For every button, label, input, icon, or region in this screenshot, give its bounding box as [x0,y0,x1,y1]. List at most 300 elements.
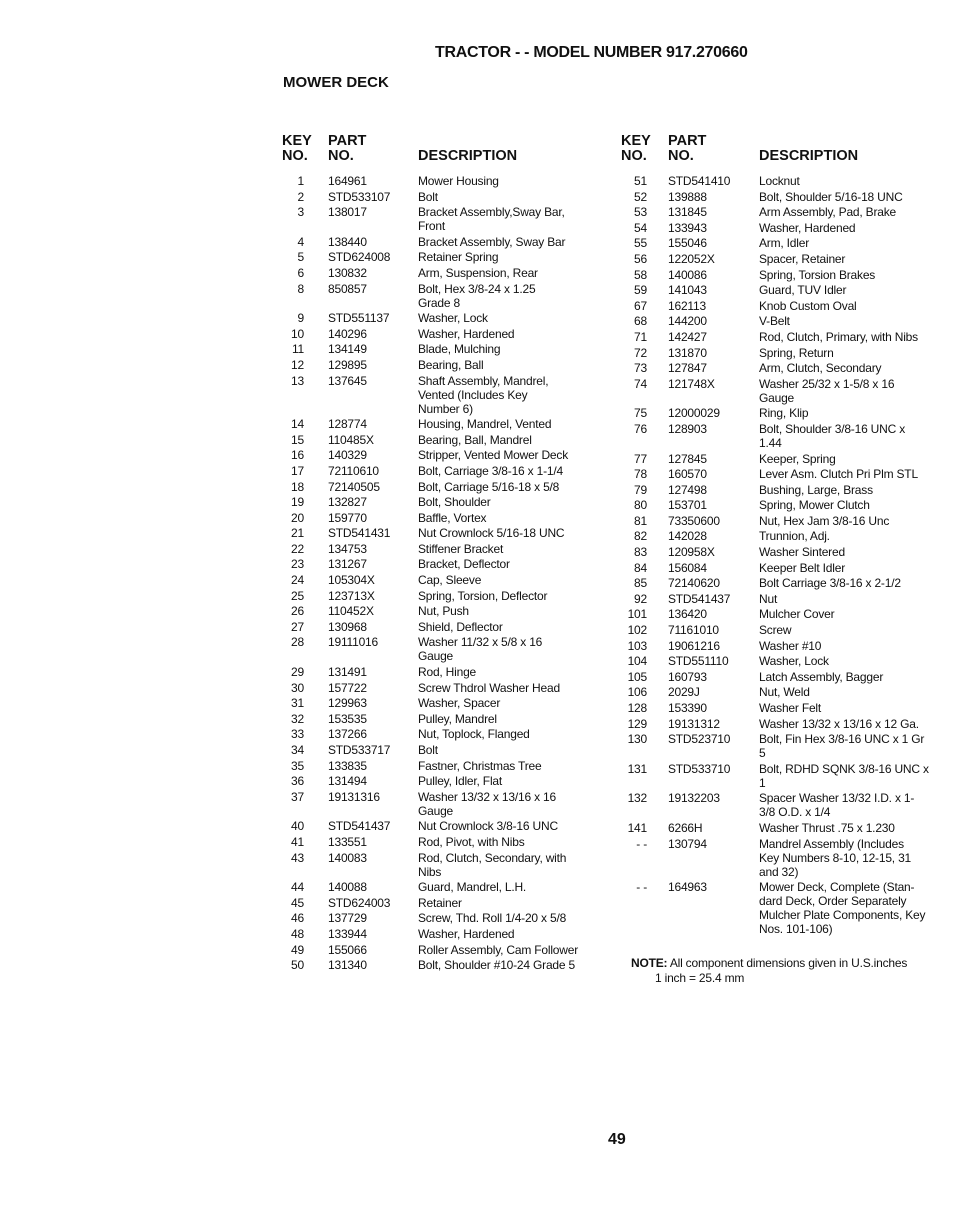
key-number: 128 [627,701,647,715]
part-number: 2029J [668,685,700,700]
part-number: 153390 [668,701,707,715]
part-row [621,576,951,590]
part-row [282,266,612,280]
key-number: 36 [291,774,304,789]
part-description: Bolt, Carriage 3/8-16 x 1-1/4 [418,463,563,478]
key-number: 13 [291,373,304,388]
part-row [282,542,612,556]
part-description: Blade, Mulching [418,342,501,357]
key-number: 31 [291,696,304,711]
part-description: Washer, Lock [759,654,829,669]
part-row [282,311,612,325]
part-number: 131491 [328,665,367,680]
part-row [282,358,612,372]
part-row [282,526,612,540]
part-row [282,958,612,972]
part-number: 123713X [328,588,375,603]
part-row [282,712,612,726]
key-number: 28 [291,635,304,650]
key-number: 22 [291,541,304,556]
part-number: STD541437 [668,591,731,606]
part-number: 850857 [328,281,367,296]
key-number: 132 [627,791,647,806]
part-number: 140329 [328,448,367,463]
part-row [282,250,612,264]
part-description: Washer Felt [759,701,822,715]
part-number: 155046 [668,236,707,251]
part-row [282,327,612,341]
key-number: 26 [291,604,304,619]
part-number: 155066 [328,942,367,957]
key-number: 106 [627,685,647,700]
key-number: 101 [627,607,647,622]
key-number: 33 [291,727,304,742]
part-number: STD551110 [668,654,729,669]
key-number: 25 [291,588,304,603]
key-number: 46 [291,911,304,926]
part-row [282,620,612,634]
key-number: 14 [291,417,304,432]
part-description: Bracket Assembly,Sway Bar, Front [418,205,565,234]
part-number: 142028 [668,529,707,544]
part-description: Guard, TUV Idler [759,283,847,298]
key-number: 129 [627,716,647,731]
key-number: 51 [634,174,647,188]
part-number: 138440 [328,234,367,249]
key-number: 82 [634,529,647,544]
part-row [282,743,612,757]
part-number: 12000029 [668,406,720,421]
part-description: Bracket, Deflector [418,557,510,572]
part-row [621,190,951,204]
part-number: 140296 [328,326,367,341]
parts-list-left [282,174,612,972]
part-row [621,498,951,512]
part-description: Arm, Idler [759,236,810,251]
part-description: Washer #10 [759,638,822,653]
part-number: 133835 [328,758,367,773]
key-number: 78 [634,467,647,482]
part-row [282,835,612,849]
part-row [621,252,951,266]
part-row [621,299,951,313]
part-row [282,681,612,695]
part-row [621,268,951,282]
key-number: 85 [634,576,647,591]
part-row [282,342,612,356]
key-number: 12 [291,357,304,372]
part-description: Bolt [418,189,438,204]
part-row [621,880,951,936]
part-number: 140086 [668,267,707,282]
key-number: 52 [634,189,647,204]
part-row [282,190,612,204]
part-row [282,464,612,478]
key-number: 20 [291,510,304,525]
key-number: 43 [291,850,304,865]
part-row [621,205,951,219]
part-description: Nut [759,591,778,606]
part-description: Washer Sintered [759,545,845,560]
key-number: 73 [634,361,647,376]
key-number: 59 [634,283,647,298]
key-number: 37 [291,789,304,804]
part-row [621,377,951,405]
key-number: 71 [634,329,647,344]
part-number: 121748X [668,376,715,391]
key-number: 29 [291,665,304,680]
part-number: 110452X [328,604,374,619]
key-number: 10 [291,326,304,341]
part-description: Bolt, Shoulder 5/16-18 UNC [759,189,903,204]
part-row [282,943,612,957]
part-number: 140083 [328,850,367,865]
part-description: Bolt Carriage 3/8-16 x 2-1/2 [759,576,901,591]
part-description: Rod, Pivot, with Nibs [418,834,525,849]
part-number: 128903 [668,421,707,436]
part-description: Spacer Washer 13/32 I.D. x 1- 3/8 O.D. x 1/4 [759,791,915,820]
key-number: 2 [297,189,304,204]
part-description: Keeper Belt Idler [759,560,845,575]
part-number: 134149 [328,342,367,357]
part-number: 122052X [668,251,715,266]
part-number: STD541410 [668,174,731,188]
part-description: Washer 25/32 x 1-5/8 x 16 Gauge [759,376,895,405]
part-number: 128774 [328,417,367,432]
part-number: 157722 [328,680,367,695]
part-number: 19132203 [668,791,720,806]
part-row [621,762,951,790]
key-number: - - [636,836,647,851]
note-text: All component dimensions given in U.S.inches [667,956,908,970]
part-row [282,759,612,773]
part-row [282,635,612,663]
part-row [621,732,951,760]
part-row [282,573,612,587]
key-number: 24 [291,573,304,588]
part-number: STD541437 [328,819,391,834]
part-row [621,422,951,450]
part-row [282,696,612,710]
part-row [621,236,951,250]
key-number: 58 [634,267,647,282]
key-number: 18 [291,479,304,494]
parts-column-left [282,134,612,974]
dimension-note [631,956,907,986]
part-row [621,561,951,575]
part-description: Nut, Toplock, Flanged [418,727,530,742]
part-description: Spring, Mower Clutch [759,498,870,513]
part-description: Washer 11/32 x 5/8 x 16 Gauge [418,635,543,664]
part-number: STD551137 [328,311,390,326]
part-row [621,821,951,835]
key-no-header: KEY NO. [621,133,651,164]
part-number: 141043 [668,283,707,298]
part-row [621,837,951,879]
part-row [282,911,612,925]
part-number: 72110610 [328,463,379,478]
part-row [282,511,612,525]
key-number: 75 [634,406,647,421]
part-description: Spring, Return [759,345,834,360]
part-description: Retainer [418,895,462,910]
parts-list-right [621,174,951,936]
key-number: 15 [291,432,304,447]
part-number: 110485X [328,432,374,447]
part-description: Washer, Lock [418,311,488,326]
part-row [282,282,612,310]
part-description: Stripper, Vented Mower Deck [418,448,569,463]
part-description: Nut, Weld [759,685,810,700]
part-number: 162113 [668,298,706,313]
key-number: 67 [634,298,647,313]
part-description: Rod, Clutch, Secondary, with Nibs [418,850,567,879]
part-number: 132827 [328,495,367,510]
part-description: Bolt, Shoulder [418,495,491,510]
part-row [282,774,612,788]
part-number: 164961 [328,174,367,188]
part-description: Bearing, Ball, Mandrel [418,432,532,447]
part-description: Screw [759,623,792,638]
part-row [282,495,612,509]
part-number: 153701 [668,498,707,513]
part-number: 127845 [668,451,707,466]
column-header [621,134,951,172]
part-row [282,374,612,416]
key-number: 84 [634,560,647,575]
part-description: Ring, Klip [759,406,809,421]
part-description: V-Belt [759,314,790,329]
part-row [621,654,951,668]
part-description: Lever Asm. Clutch Pri Plm STL [759,467,918,482]
part-row [282,557,612,571]
part-description: Bolt [418,743,438,757]
part-description: Bolt, Fin Hex 3/8-16 UNC x 1 Gr 5 [759,732,925,761]
part-number: 160570 [668,467,707,482]
part-row [282,433,612,447]
part-row [621,174,951,188]
part-row [621,701,951,715]
key-number: 56 [634,251,647,266]
part-description: Retainer Spring [418,250,499,265]
part-description: Screw Thdrol Washer Head [418,680,560,695]
key-number: 130 [627,732,647,747]
part-description: Screw, Thd. Roll 1/4-20 x 5/8 [418,911,567,926]
part-description: Shaft Assembly, Mandrel, Vented (Includes Key Number 6) [418,373,549,416]
part-description: Nut Crownlock 3/8-16 UNC [418,819,558,834]
part-description: Mulcher Cover [759,607,835,622]
part-number: 19131316 [328,789,380,804]
part-row [621,346,951,360]
key-number: 45 [291,895,304,910]
part-description: Rod, Clutch, Primary, with Nibs [759,329,918,344]
part-description: Fastner, Christmas Tree [418,758,542,773]
part-number: STD533710 [668,761,731,776]
part-number: 131845 [668,205,707,220]
part-row [282,896,612,910]
part-description: Cap, Sleeve [418,573,482,588]
part-row [282,604,612,618]
note-conversion: 1 inch = 25.4 mm [655,971,745,985]
part-number: 130832 [328,265,367,280]
part-description: Bearing, Ball [418,357,484,372]
key-number: 141 [627,820,647,835]
part-description: Arm, Suspension, Rear [418,265,538,280]
part-description: Latch Assembly, Bagger [759,669,884,684]
key-number: 103 [627,638,647,653]
part-row [621,467,951,481]
part-description: Mandrel Assembly (Includes Key Numbers 8-10, 12-15, 31 and 32) [759,836,912,879]
part-row [621,330,951,344]
part-row [282,790,612,818]
part-number: 133943 [668,220,707,235]
key-number: 79 [634,482,647,497]
part-number: 105304X [328,573,375,588]
key-number: 104 [627,654,647,669]
part-number: 142427 [668,329,707,344]
part-row [621,685,951,699]
part-row [282,589,612,603]
key-number: 102 [627,623,647,638]
part-description: Nut Crownlock 5/16-18 UNC [418,526,565,541]
part-row [282,417,612,431]
key-number: 83 [634,545,647,560]
part-number: STD533717 [328,743,391,757]
key-number: 54 [634,220,647,235]
key-number: 76 [634,421,647,436]
part-number: 140088 [328,880,367,895]
part-description: Bushing, Large, Brass [759,482,873,497]
part-no-header: PART NO. [668,133,707,164]
part-row [621,529,951,543]
part-description: Baffle, Vortex [418,510,487,525]
part-description: Pulley, Idler, Flat [418,774,503,789]
part-row [282,665,612,679]
part-description: Bolt, Shoulder #10-24 Grade 5 [418,958,575,973]
part-description: Nut, Hex Jam 3/8-16 Unc [759,513,890,528]
key-number: 21 [291,526,304,541]
part-number: 127498 [668,482,707,497]
key-number: - - [636,880,647,895]
part-row [282,727,612,741]
page-title: TRACTOR - - MODEL NUMBER 917.270660 [435,44,748,61]
part-description: Nut, Push [418,604,469,619]
part-number: 127847 [668,361,707,376]
key-number: 1 [297,174,304,188]
description-header: DESCRIPTION [759,148,859,164]
part-row [621,314,951,328]
part-description: Bracket Assembly, Sway Bar [418,234,566,249]
part-description: Mower Housing [418,174,499,188]
part-number: 131870 [668,345,707,360]
key-number: 55 [634,236,647,251]
part-description: Shield, Deflector [418,619,503,634]
part-description: Roller Assembly, Cam Follower [418,942,579,957]
part-row [621,361,951,375]
part-number: 137645 [328,373,367,388]
part-number: 133944 [328,926,367,941]
part-row [282,174,612,188]
part-description: Trunnion, Adj. [759,529,830,544]
key-number: 23 [291,557,304,572]
part-number: 71161010 [668,623,719,638]
part-row [282,880,612,894]
part-number: 19061216 [668,638,720,653]
part-number: 164963 [668,880,707,895]
key-number: 53 [634,205,647,220]
key-number: 68 [634,314,647,329]
key-number: 32 [291,711,304,726]
part-row [621,483,951,497]
key-number: 19 [291,495,304,510]
part-number: 137266 [328,727,367,742]
part-number: 72140620 [668,576,720,591]
part-row [621,592,951,606]
part-row [282,851,612,879]
part-description: Spring, Torsion Brakes [759,267,876,282]
part-description: Stiffener Bracket [418,541,504,556]
part-description: Washer, Hardened [418,326,515,341]
key-number: 92 [634,591,647,606]
part-number: STD624008 [328,250,391,265]
part-number: STD533107 [328,189,391,204]
part-row [621,717,951,731]
part-number: 129895 [328,357,367,372]
part-number: 131267 [328,557,367,572]
part-description: Bolt, Carriage 5/16-18 x 5/8 [418,479,560,494]
key-number: 77 [634,451,647,466]
part-row [621,623,951,637]
part-number: STD624003 [328,895,391,910]
key-number: 131 [627,761,647,776]
part-number: 130968 [328,619,367,634]
part-description: Bolt, Hex 3/8-24 x 1.25 Grade 8 [418,281,536,310]
key-number: 48 [291,926,304,941]
key-no-header: KEY NO. [282,133,312,164]
part-number: 120958X [668,545,715,560]
key-number: 8 [297,281,304,296]
key-number: 105 [627,669,647,684]
key-number: 3 [297,205,304,220]
part-row [282,480,612,494]
key-number: 16 [291,448,304,463]
part-description: Locknut [759,174,800,188]
part-row [621,452,951,466]
part-description: Washer 13/32 x 13/16 x 12 Ga. [759,716,919,731]
key-number: 81 [634,513,647,528]
part-description: Rod, Hinge [418,665,477,680]
part-number: 73350600 [668,513,720,528]
key-number: 44 [291,880,304,895]
part-number: 138017 [328,205,367,220]
part-description: Spring, Torsion, Deflector [418,588,548,603]
key-number: 11 [291,342,304,357]
part-row [621,607,951,621]
part-number: 160793 [668,669,707,684]
part-row [621,283,951,297]
part-row [621,545,951,559]
part-description: Mower Deck, Complete (Stan- dard Deck, Order Separately Mulcher Plate Components, Key Nos. 101-106) [759,880,926,937]
part-description: Pulley, Mandrel [418,711,497,726]
part-number: 139888 [668,189,707,204]
part-description: Washer, Spacer [418,696,501,711]
part-number: 136420 [668,607,707,622]
part-row [621,791,951,819]
section-title: MOWER DECK [283,74,389,91]
parts-column-right [621,134,951,938]
key-number: 50 [291,958,304,973]
part-number: 72140505 [328,479,380,494]
